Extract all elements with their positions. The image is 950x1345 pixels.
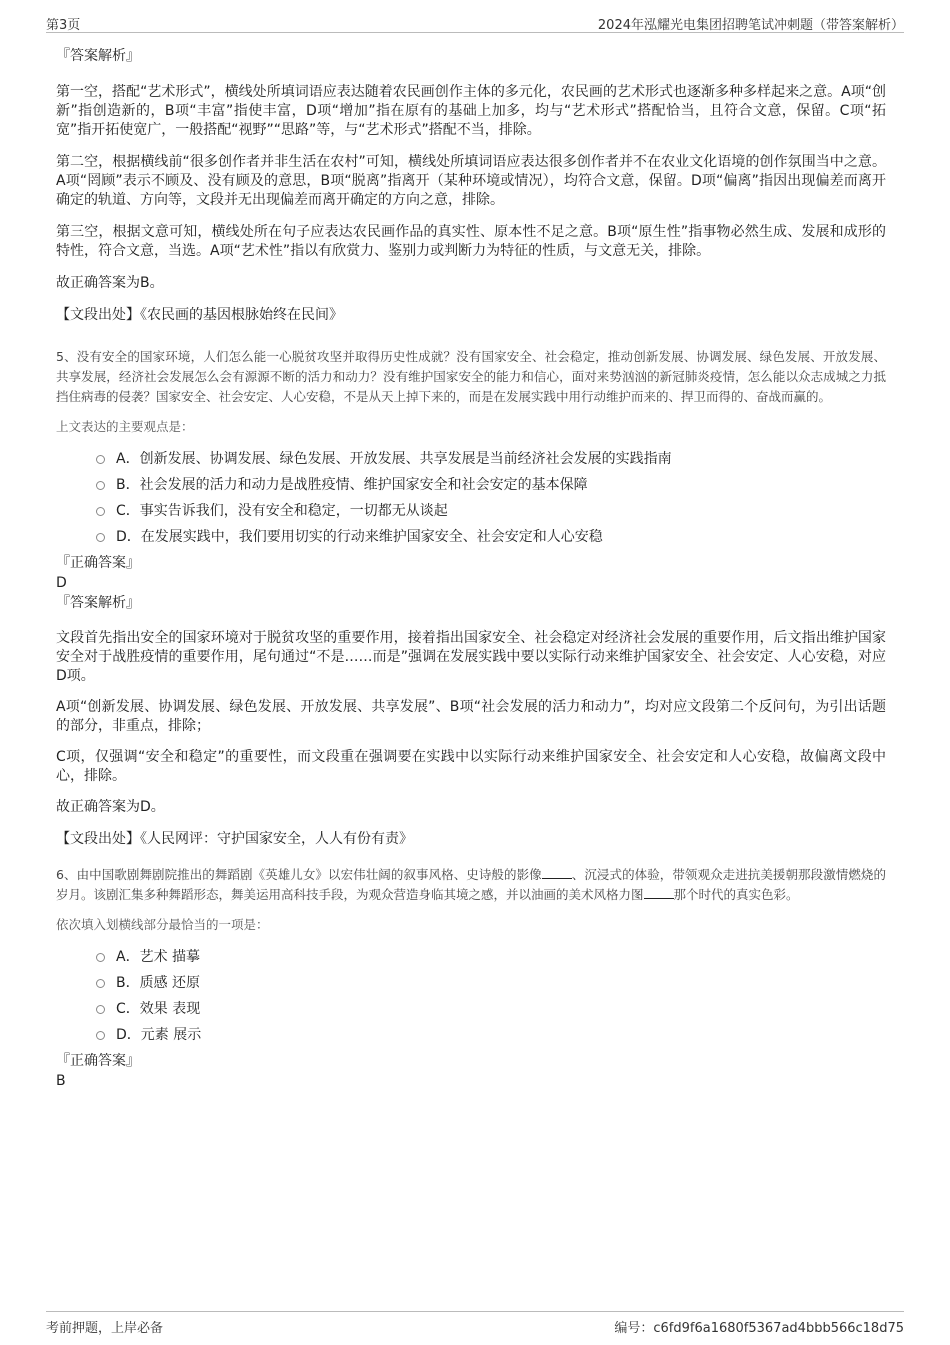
question-6 bbox=[56, 865, 886, 1091]
document-title: 2024年泓耀光电集团招聘笔试冲刺题（带答案解析） bbox=[597, 18, 904, 33]
option-text: 社会发展的活力和动力是战胜疫情、维护国家安全和社会安定的基本保障 bbox=[139, 477, 588, 493]
page-header bbox=[46, 10, 904, 33]
radio-icon[interactable] bbox=[96, 481, 105, 490]
document-code bbox=[614, 1317, 904, 1336]
q5-stem: 5、没有安全的国家环境，人们怎么能一心脱贫攻坚并取得历史性成就？没有国家安全、社会稳定，推动创新发展、协调发展、绿色发展、开放发展、共享发展，经济社会发展怎么会有源源不断的活力和动力？没有维护国家安全的能力和信心，面对来势汹汹的新冠肺炎疫情，怎么能以众志成城之力抵挡住病毒的侵袭？国家安全、社会安定、人心安稳，不是从天上掉下来的，而是在发展实践中用行动维护而来的、捍卫而得的、奋战而赢的。 bbox=[56, 349, 886, 404]
q5-option-d[interactable] bbox=[56, 527, 886, 553]
q4-analysis-section bbox=[56, 46, 886, 325]
option-text: 效果 表现 bbox=[139, 1001, 201, 1017]
q4-source bbox=[56, 305, 886, 325]
option-text: 元素 展示 bbox=[140, 1027, 202, 1043]
q6-correct-label: 『正确答案』 bbox=[56, 1053, 140, 1069]
q6-blank-2 bbox=[644, 886, 674, 899]
radio-icon[interactable] bbox=[96, 533, 105, 542]
q5-correct-answer: D bbox=[56, 575, 67, 591]
q4-analysis-para-3: 第三空，根据文意可知，横线处所在句子应表达农民画作品的真实性、原本性不足之意。B项“原生性”指事物必然生成、发展和成形的特性，符合文意，当选。A项“艺术性”指以有欣赏力、鉴别力或判断力为特征的性质，与文意无关，排除。 bbox=[56, 224, 886, 259]
q4-analysis-para-2: 第二空，根据横线前“很多创作者并非生活在农村”可知，横线处所填词语应表达很多创作者并不在农业文化语境的创作氛围当中之意。A项“罔顾”表示不顾及、没有顾及的意思，B项“脱离”指离开（某种环境或情况），均符合文意，保留。D项“偏离”指因出现偏差而离开确定的轨道、方向等，文段并无出现偏差而离开确定的方向之意，排除。 bbox=[56, 154, 886, 208]
option-letter: D． bbox=[116, 529, 141, 545]
q5-analysis-para-2: A项“创新发展、协调发展、绿色发展、开放发展、共享发展”、B项“社会发展的活力和动力”，均对应文段第二个反问句，为引出话题的部分，非重点，排除； bbox=[56, 699, 886, 734]
page-number: 第3页 bbox=[46, 18, 81, 33]
option-letter: B． bbox=[116, 975, 140, 991]
q5-conclusion: 故正确答案为D。 bbox=[56, 799, 165, 815]
q6-option-d[interactable] bbox=[56, 1025, 886, 1051]
q6-prompt: 依次填入划横线部分最恰当的一项是： bbox=[56, 917, 269, 932]
option-letter: C． bbox=[116, 1001, 140, 1017]
q6-correct-answer: B bbox=[56, 1073, 66, 1089]
radio-icon[interactable] bbox=[96, 953, 105, 962]
q6-blank-1 bbox=[542, 866, 572, 879]
q4-analysis-para-1: 第一空，搭配“艺术形式”，横线处所填词语应表达随着农民画创作主体的多元化，农民画的艺术形式也逐渐多种多样起来之意。A项“创新”指创造新的，B项“丰富”指使丰富，D项“增加”指在原有的基础上加多，均与“艺术形式”搭配恰当，且符合文意，保留。C项“拓宽”指开拓使宽广，一般搭配“视野”“思路”等，与“艺术形式”搭配不当，排除。 bbox=[56, 84, 886, 138]
q4-source-title: 《农民画的基因根脉始终在民间》 bbox=[140, 307, 343, 323]
radio-icon[interactable] bbox=[96, 979, 105, 988]
q5-option-b[interactable] bbox=[56, 475, 886, 501]
q5-options bbox=[56, 449, 886, 553]
q5-prompt: 上文表达的主要观点是： bbox=[56, 419, 194, 434]
page-content bbox=[56, 44, 886, 1091]
q5-source-label: 【文段出处】 bbox=[56, 831, 140, 847]
option-text: 质感 还原 bbox=[139, 975, 201, 991]
q4-analysis-label: 『答案解析』 bbox=[56, 48, 140, 64]
option-letter: A． bbox=[116, 451, 140, 467]
q5-source-title: 《人民网评：守护国家安全，人人有份有责》 bbox=[140, 831, 413, 847]
option-text: 在发展实践中，我们要用切实的行动来维护国家安全、社会安定和人心安稳 bbox=[140, 529, 603, 545]
q6-option-c[interactable] bbox=[56, 999, 886, 1025]
q4-source-label: 【文段出处】 bbox=[56, 307, 140, 323]
q4-conclusion: 故正确答案为B。 bbox=[56, 275, 164, 291]
q5-analysis-label: 『答案解析』 bbox=[56, 595, 140, 611]
q5-option-a[interactable] bbox=[56, 449, 886, 475]
q5-analysis-para-1: 文段首先指出安全的国家环境对于脱贫攻坚的重要作用，接着指出国家安全、社会稳定对经济社会发展的重要作用，后文指出维护国家安全对于战胜疫情的重要作用，尾句通过“不是……而是”强调在发展实践中要以实际行动来维护国家安全、社会安定、人心安稳，对应D项。 bbox=[56, 630, 886, 684]
code-value: c6fd9f6a1680f5367ad4bbb566c18d75 bbox=[653, 1321, 904, 1336]
q6-stem-part-1: 6、由中国歌剧舞剧院推出的舞蹈剧《英雄儿女》以宏伟壮阔的叙事风格、史诗般的影像 bbox=[56, 867, 542, 882]
radio-icon[interactable] bbox=[96, 1031, 105, 1040]
q5-option-c[interactable] bbox=[56, 501, 886, 527]
radio-icon[interactable] bbox=[96, 1005, 105, 1014]
q5-analysis-para-3: C项，仅强调“安全和稳定”的重要性，而文段重在强调要在实践中以实际行动来维护国家安全、社会安定和人心安稳，故偏离文段中心，排除。 bbox=[56, 749, 886, 784]
q6-option-a[interactable] bbox=[56, 947, 886, 973]
option-text: 艺术 描摹 bbox=[139, 949, 201, 965]
q5-source bbox=[56, 829, 886, 849]
q6-stem bbox=[56, 865, 886, 905]
option-letter: A． bbox=[116, 949, 140, 965]
option-letter: C． bbox=[116, 503, 140, 519]
option-text: 创新发展、协调发展、绿色发展、开放发展、共享发展是当前经济社会发展的实践指南 bbox=[139, 451, 672, 467]
q6-stem-part-2: 、沉浸式的体验，带领观众走进抗美援朝那段激情燃烧的岁月。该剧汇集多种舞蹈形态，舞美运用高科技手段，为观众营造身临其境之感，并以油画的美术风格力图 bbox=[56, 867, 886, 902]
radio-icon[interactable] bbox=[96, 507, 105, 516]
question-5 bbox=[56, 347, 886, 849]
q5-correct-label: 『正确答案』 bbox=[56, 555, 140, 571]
q6-stem-part-3: 那个时代的真实色彩。 bbox=[673, 887, 799, 902]
q6-option-b[interactable] bbox=[56, 973, 886, 999]
code-label: 编号： bbox=[614, 1321, 654, 1336]
footer-slogan: 考前押题，上岸必备 bbox=[46, 1321, 164, 1336]
option-text: 事实告诉我们，没有安全和稳定，一切都无从谈起 bbox=[139, 503, 448, 519]
option-letter: B． bbox=[116, 477, 140, 493]
radio-icon[interactable] bbox=[96, 455, 105, 464]
page-footer bbox=[46, 1311, 904, 1336]
q6-options bbox=[56, 947, 886, 1051]
option-letter: D． bbox=[116, 1027, 141, 1043]
